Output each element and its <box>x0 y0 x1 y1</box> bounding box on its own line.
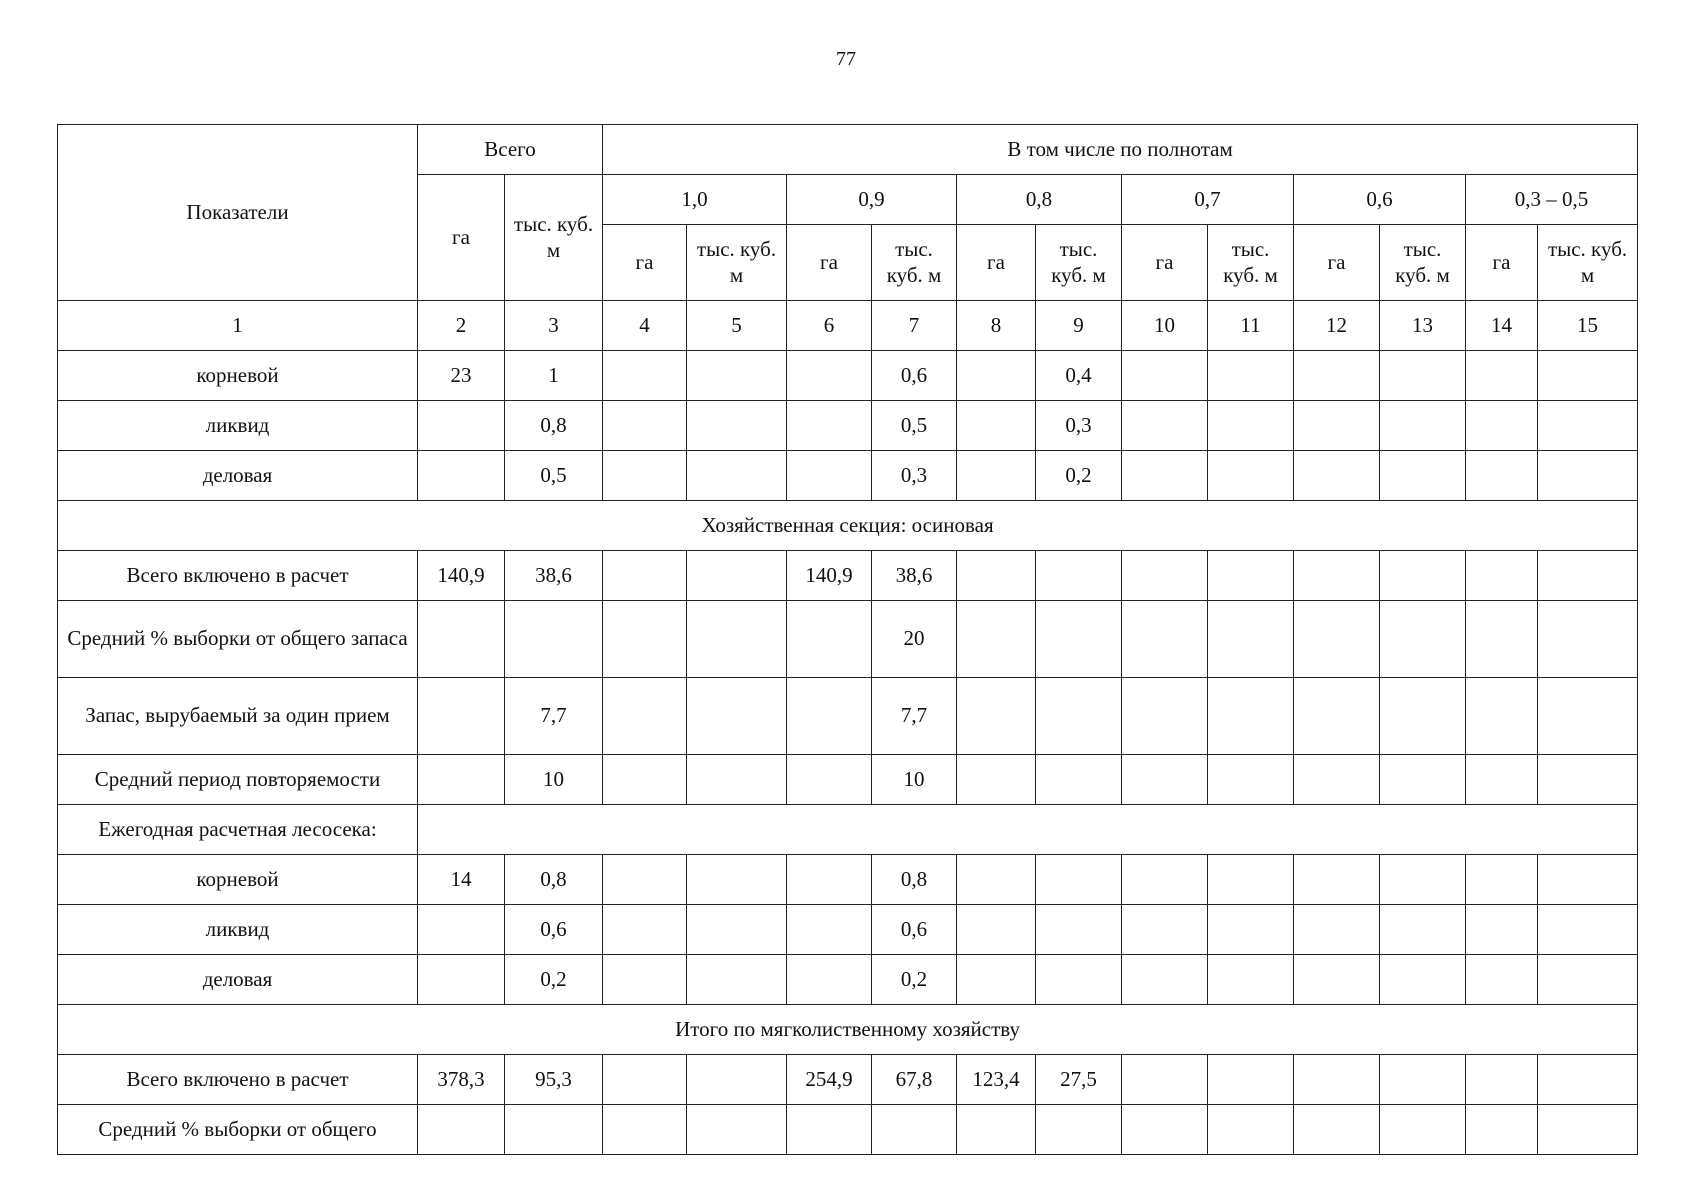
column-number: 3 <box>505 301 603 351</box>
row-label: Средний % выборки от общего запаса <box>58 601 418 678</box>
section-row <box>58 1005 1638 1055</box>
table-cell <box>418 755 505 805</box>
table-cell <box>957 401 1036 451</box>
table-cell <box>687 551 787 601</box>
table-cell: 67,8 <box>872 1055 957 1105</box>
table-cell <box>603 601 687 678</box>
column-number: 6 <box>787 301 872 351</box>
table-cell <box>787 601 872 678</box>
table-cell: 0,2 <box>1036 451 1122 501</box>
header-density-0-6: 0,6 <box>1294 175 1466 225</box>
table-cell <box>418 955 505 1005</box>
table-cell: 1 <box>505 351 603 401</box>
header-density-ha: га <box>1294 225 1380 301</box>
table-cell: 20 <box>872 601 957 678</box>
table-cell <box>687 1055 787 1105</box>
table-row <box>58 755 1638 805</box>
table-cell <box>1122 451 1208 501</box>
table-cell <box>418 401 505 451</box>
row-label: Средний период повторяемости <box>58 755 418 805</box>
column-number: 1 <box>58 301 418 351</box>
table-cell <box>603 905 687 955</box>
table-row <box>58 401 1638 451</box>
table-cell <box>787 1105 872 1155</box>
table-cell <box>1036 678 1122 755</box>
header-density-ha: га <box>1122 225 1208 301</box>
section-row <box>58 501 1638 551</box>
table-cell <box>1380 551 1466 601</box>
table-cell: 10 <box>872 755 957 805</box>
table-cell <box>957 551 1036 601</box>
table-cell <box>1380 955 1466 1005</box>
column-number: 13 <box>1380 301 1466 351</box>
table-cell <box>1036 905 1122 955</box>
table-cell <box>872 1105 957 1155</box>
table-cell <box>1294 955 1380 1005</box>
table-cell <box>1538 955 1638 1005</box>
row-label: ликвид <box>58 905 418 955</box>
header-total: Всего <box>418 125 603 175</box>
table-cell <box>1466 678 1538 755</box>
table-cell: 23 <box>418 351 505 401</box>
column-number: 10 <box>1122 301 1208 351</box>
table-cell <box>1208 351 1294 401</box>
table-cell <box>603 451 687 501</box>
table-cell <box>1208 1055 1294 1105</box>
table-row <box>58 451 1638 501</box>
table-cell <box>1466 351 1538 401</box>
table-cell <box>1466 401 1538 451</box>
table-cell <box>1380 678 1466 755</box>
header-indicators: Показатели <box>58 125 418 301</box>
table-cell: 0,3 <box>872 451 957 501</box>
table-cell <box>1036 601 1122 678</box>
table-cell <box>1208 401 1294 451</box>
table-cell <box>1294 1055 1380 1105</box>
table-cell <box>1208 905 1294 955</box>
table-cell <box>603 1055 687 1105</box>
table-cell <box>603 551 687 601</box>
table-cell <box>1122 1055 1208 1105</box>
table-cell <box>1466 955 1538 1005</box>
table-cell: 7,7 <box>505 678 603 755</box>
header-total-volume: тыс. куб. м <box>505 175 603 301</box>
row-label: деловая <box>58 451 418 501</box>
table-row <box>58 855 1638 905</box>
header-density-ha: га <box>957 225 1036 301</box>
column-number: 14 <box>1466 301 1538 351</box>
table-cell: 254,9 <box>787 1055 872 1105</box>
table-cell <box>687 905 787 955</box>
table-cell: 140,9 <box>418 551 505 601</box>
table-cell <box>1380 755 1466 805</box>
table-cell: 14 <box>418 855 505 905</box>
table-cell <box>1466 551 1538 601</box>
table-cell <box>1122 351 1208 401</box>
table-cell <box>1208 451 1294 501</box>
header-density-ha: га <box>787 225 872 301</box>
table-cell <box>1466 601 1538 678</box>
row-label: Всего включено в расчет <box>58 1055 418 1105</box>
column-number: 8 <box>957 301 1036 351</box>
table-cell <box>1294 1105 1380 1155</box>
table-cell <box>1380 601 1466 678</box>
table-cell <box>1122 678 1208 755</box>
table-cell <box>418 601 505 678</box>
table-cell <box>687 678 787 755</box>
table-cell: 140,9 <box>787 551 872 601</box>
table-cell <box>1122 855 1208 905</box>
table-cell <box>603 351 687 401</box>
header-by-density: В том числе по полнотам <box>603 125 1638 175</box>
table-cell: 0,8 <box>505 401 603 451</box>
table-cell <box>1294 401 1380 451</box>
empty-cell <box>418 805 1638 855</box>
table-row <box>58 601 1638 678</box>
table-cell <box>603 955 687 1005</box>
table-cell: 0,8 <box>872 855 957 905</box>
table-cell <box>1538 401 1638 451</box>
row-label: Всего включено в расчет <box>58 551 418 601</box>
header-density-volume: тыс. куб. м <box>687 225 787 301</box>
table-cell: 38,6 <box>505 551 603 601</box>
table-cell <box>1538 855 1638 905</box>
table-cell <box>1036 551 1122 601</box>
table-cell <box>687 1105 787 1155</box>
page-number: 77 <box>836 48 856 70</box>
table-cell <box>1122 601 1208 678</box>
table-cell <box>1294 351 1380 401</box>
table-row <box>58 955 1638 1005</box>
table-cell: 38,6 <box>872 551 957 601</box>
table-cell <box>1538 601 1638 678</box>
header-total-ha: га <box>418 175 505 301</box>
table-cell <box>1294 601 1380 678</box>
table-cell <box>603 755 687 805</box>
table-cell <box>603 855 687 905</box>
table-cell <box>957 855 1036 905</box>
column-number: 5 <box>687 301 787 351</box>
table-cell <box>1466 1105 1538 1155</box>
table-cell: 0,5 <box>872 401 957 451</box>
column-number: 4 <box>603 301 687 351</box>
row-label: Средний % выборки от общего <box>58 1105 418 1155</box>
header-density-0-3-0-5: 0,3 – 0,5 <box>1466 175 1638 225</box>
table-cell <box>418 1105 505 1155</box>
table-cell <box>505 1105 603 1155</box>
table-cell: 0,2 <box>505 955 603 1005</box>
header-density-volume: тыс. куб. м <box>1538 225 1638 301</box>
table-cell <box>1036 855 1122 905</box>
table-cell <box>1380 401 1466 451</box>
table-cell <box>1122 1105 1208 1155</box>
table-cell: 10 <box>505 755 603 805</box>
table-cell <box>1294 855 1380 905</box>
header-density-ha: га <box>1466 225 1538 301</box>
table-cell: 0,3 <box>1036 401 1122 451</box>
table-cell: 0,6 <box>505 905 603 955</box>
table-cell <box>957 451 1036 501</box>
table-cell: 0,5 <box>505 451 603 501</box>
table-cell <box>1380 351 1466 401</box>
table-cell <box>787 401 872 451</box>
table-row <box>58 905 1638 955</box>
table-cell <box>1466 755 1538 805</box>
row-label: деловая <box>58 955 418 1005</box>
table-cell <box>1538 755 1638 805</box>
row-label: Запас, вырубаемый за один прием <box>58 678 418 755</box>
table-cell <box>1466 1055 1538 1105</box>
table-cell <box>603 678 687 755</box>
table-cell <box>787 905 872 955</box>
table-cell <box>957 351 1036 401</box>
table-cell <box>687 351 787 401</box>
row-label: корневой <box>58 855 418 905</box>
table-cell <box>1208 855 1294 905</box>
table-cell: 0,8 <box>505 855 603 905</box>
column-number: 7 <box>872 301 957 351</box>
forest-table <box>57 124 1638 1155</box>
table-cell <box>1208 601 1294 678</box>
table-cell <box>1208 1105 1294 1155</box>
table-cell <box>1294 551 1380 601</box>
table-cell <box>687 855 787 905</box>
table-cell <box>1380 1055 1466 1105</box>
section-title: Итого по мягколиственному хозяйству <box>58 1005 1638 1055</box>
table-cell <box>1466 905 1538 955</box>
table-cell <box>687 401 787 451</box>
table-cell: 7,7 <box>872 678 957 755</box>
table-cell <box>787 755 872 805</box>
column-number: 9 <box>1036 301 1122 351</box>
table-cell <box>418 905 505 955</box>
table-cell <box>1036 1105 1122 1155</box>
table-cell <box>1036 755 1122 805</box>
table-cell <box>787 351 872 401</box>
header-density-volume: тыс. куб. м <box>872 225 957 301</box>
table-cell <box>957 905 1036 955</box>
column-number: 15 <box>1538 301 1638 351</box>
header-density-1-0: 1,0 <box>603 175 787 225</box>
section-title: Хозяйственная секция: осиновая <box>58 501 1638 551</box>
table-cell <box>603 401 687 451</box>
table-row <box>58 351 1638 401</box>
table-cell <box>603 1105 687 1155</box>
header-density-ha: га <box>603 225 687 301</box>
table-row <box>58 551 1638 601</box>
table-cell <box>1036 955 1122 1005</box>
table-body <box>58 351 1638 1155</box>
table-cell <box>957 678 1036 755</box>
table-cell <box>687 451 787 501</box>
table-cell <box>1208 678 1294 755</box>
table-cell <box>1122 905 1208 955</box>
table-cell <box>1538 351 1638 401</box>
table-cell <box>957 955 1036 1005</box>
table-cell <box>418 451 505 501</box>
table-cell <box>505 601 603 678</box>
table-cell <box>687 601 787 678</box>
header-density-volume: тыс. куб. м <box>1380 225 1466 301</box>
header-density-volume: тыс. куб. м <box>1208 225 1294 301</box>
table-cell <box>787 678 872 755</box>
table-cell <box>787 855 872 905</box>
table-cell <box>1122 955 1208 1005</box>
table-cell <box>1208 755 1294 805</box>
table-cell <box>1466 855 1538 905</box>
table-cell <box>1538 551 1638 601</box>
table-cell <box>1538 451 1638 501</box>
table-cell <box>687 755 787 805</box>
table-cell: 95,3 <box>505 1055 603 1105</box>
table-cell <box>957 755 1036 805</box>
table-cell: 0,2 <box>872 955 957 1005</box>
column-number: 11 <box>1208 301 1294 351</box>
table-cell: 0,4 <box>1036 351 1122 401</box>
header-density-0-9: 0,9 <box>787 175 957 225</box>
table-cell <box>787 451 872 501</box>
table-cell <box>1294 451 1380 501</box>
table-cell <box>1122 551 1208 601</box>
table-cell: 123,4 <box>957 1055 1036 1105</box>
subheader-row <box>58 805 1638 855</box>
table-cell <box>1538 1105 1638 1155</box>
table-row <box>58 678 1638 755</box>
header-density-0-7: 0,7 <box>1122 175 1294 225</box>
table-cell: 0,6 <box>872 905 957 955</box>
row-label: Ежегодная расчетная лесосека: <box>58 805 418 855</box>
table-cell <box>418 678 505 755</box>
table-cell <box>957 1105 1036 1155</box>
header-density-volume: тыс. куб. м <box>1036 225 1122 301</box>
table-cell: 378,3 <box>418 1055 505 1105</box>
table-cell <box>1122 755 1208 805</box>
table-row <box>58 1055 1638 1105</box>
row-label: корневой <box>58 351 418 401</box>
table-cell <box>787 955 872 1005</box>
table-cell <box>1466 451 1538 501</box>
table-cell: 27,5 <box>1036 1055 1122 1105</box>
table-row <box>58 1105 1638 1155</box>
table-cell <box>1380 855 1466 905</box>
table-cell <box>1122 401 1208 451</box>
table-cell <box>957 601 1036 678</box>
table-cell <box>1294 678 1380 755</box>
column-number-row <box>58 301 1638 351</box>
table-cell <box>1380 1105 1466 1155</box>
table-cell <box>1380 905 1466 955</box>
table-cell <box>687 955 787 1005</box>
table-cell <box>1208 955 1294 1005</box>
header-density-0-8: 0,8 <box>957 175 1122 225</box>
table-cell <box>1380 451 1466 501</box>
table-cell <box>1294 905 1380 955</box>
table-cell: 0,6 <box>872 351 957 401</box>
row-label: ликвид <box>58 401 418 451</box>
table-cell <box>1538 905 1638 955</box>
table-cell <box>1294 755 1380 805</box>
column-number: 12 <box>1294 301 1380 351</box>
table-cell <box>1538 678 1638 755</box>
table-cell <box>1538 1055 1638 1105</box>
table-cell <box>1208 551 1294 601</box>
column-number: 2 <box>418 301 505 351</box>
